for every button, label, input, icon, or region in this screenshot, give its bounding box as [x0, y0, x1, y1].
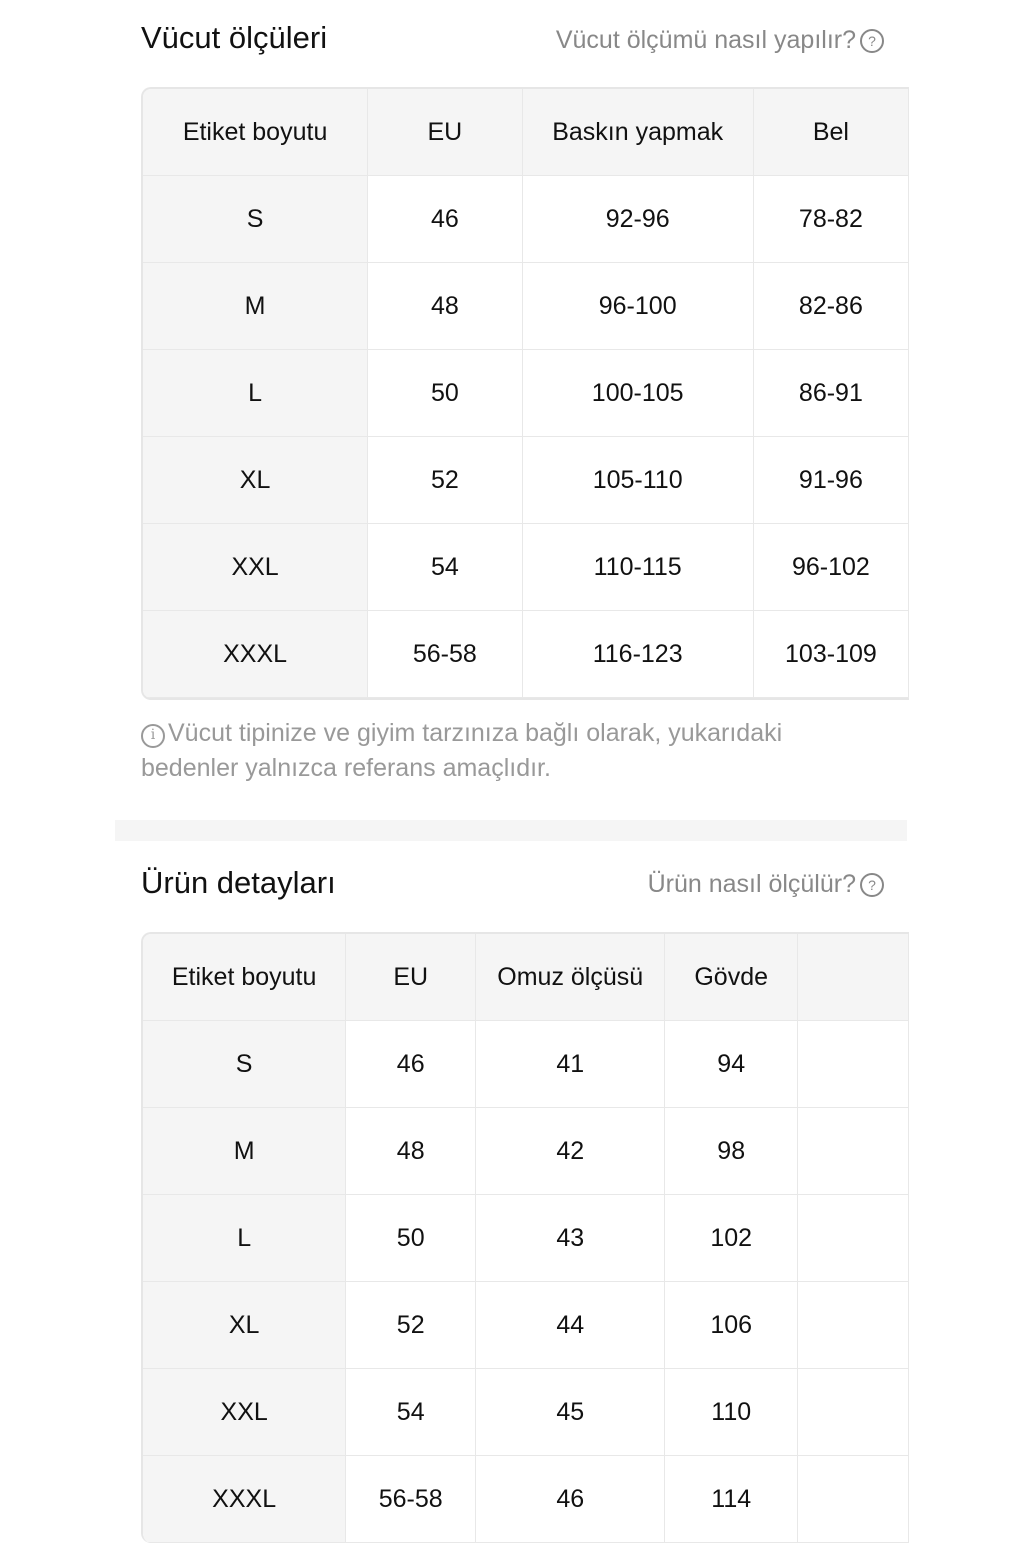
table-cell: 106 — [665, 1282, 798, 1369]
table-cell: 56-58 — [346, 1456, 476, 1543]
section-divider — [115, 820, 907, 841]
question-icon: ? — [860, 873, 884, 897]
table-cell: 41 — [476, 1021, 665, 1108]
table-cell: 110-115 — [522, 524, 753, 611]
table-cell: 54 — [368, 524, 522, 611]
table-row — [143, 350, 909, 437]
table-cell: XXL — [143, 1369, 346, 1456]
table-cell-clipped — [798, 1108, 909, 1195]
table-cell: 96-102 — [753, 524, 908, 611]
table-cell: 52 — [368, 437, 522, 524]
table-cell: 52 — [346, 1282, 476, 1369]
table-cell: XXXL — [143, 1456, 346, 1543]
table-cell: 98 — [665, 1108, 798, 1195]
table-cell-clipped — [798, 1369, 909, 1456]
table-cell-clipped — [798, 1195, 909, 1282]
column-header: Bel — [753, 89, 908, 176]
table-cell: XXL — [143, 524, 368, 611]
table-row — [143, 1195, 909, 1282]
table-cell: 56-58 — [368, 611, 522, 698]
table-cell: S — [143, 1021, 346, 1108]
table-cell: 110 — [665, 1369, 798, 1456]
table-cell: 78-82 — [753, 176, 908, 263]
table-row — [143, 176, 909, 263]
table-cell: 42 — [476, 1108, 665, 1195]
table-cell: 116-123 — [522, 611, 753, 698]
table-cell: S — [143, 176, 368, 263]
table-cell: XXXL — [143, 611, 368, 698]
size-note-text: Vücut tipinize ve giyim tarzınıza bağlı olarak, yukarıdaki bedenler yalnızca referans amaçlıdır. — [141, 719, 783, 782]
table-cell: 102 — [665, 1195, 798, 1282]
column-header: EU — [346, 934, 476, 1021]
table-cell: 114 — [665, 1456, 798, 1543]
table-row — [143, 1282, 909, 1369]
table-cell: M — [143, 1108, 346, 1195]
table-cell: 50 — [368, 350, 522, 437]
table-cell: 54 — [346, 1369, 476, 1456]
column-header-clipped — [798, 934, 909, 1021]
column-header: Omuz ölçüsü — [476, 934, 665, 1021]
table-cell: 48 — [368, 263, 522, 350]
table-row — [143, 437, 909, 524]
table-cell-clipped — [798, 1456, 909, 1543]
table-cell: 46 — [346, 1021, 476, 1108]
table-cell: 91-96 — [753, 437, 908, 524]
table-cell: XL — [143, 437, 368, 524]
column-header: Etiket boyutu — [143, 89, 368, 176]
product-details-title: Ürün detayları — [141, 865, 336, 900]
table-row — [143, 1369, 909, 1456]
table-cell: 46 — [368, 176, 522, 263]
body-measurements-title: Vücut ölçüleri — [141, 20, 328, 55]
table-row — [143, 611, 909, 698]
body-measure-help-link[interactable] — [556, 26, 884, 55]
table-cell: M — [143, 263, 368, 350]
table-cell: XL — [143, 1282, 346, 1369]
table-cell: 48 — [346, 1108, 476, 1195]
table-cell: 103-109 — [753, 611, 908, 698]
column-header: Baskın yapmak — [522, 89, 753, 176]
table-cell: 94 — [665, 1021, 798, 1108]
body-size-table-container[interactable] — [141, 87, 909, 700]
product-size-table-container[interactable] — [141, 932, 909, 1543]
product-size-table — [143, 934, 909, 1543]
product-measure-help-link[interactable] — [648, 870, 884, 899]
header-row — [143, 934, 909, 1021]
table-row — [143, 1021, 909, 1108]
size-note — [141, 716, 861, 786]
table-cell: 105-110 — [522, 437, 753, 524]
body-size-table — [143, 89, 909, 698]
question-icon: ? — [860, 29, 884, 53]
info-icon: i — [141, 724, 165, 748]
table-cell: 100-105 — [522, 350, 753, 437]
table-cell: 82-86 — [753, 263, 908, 350]
table-cell-clipped — [798, 1282, 909, 1369]
table-row — [143, 1108, 909, 1195]
table-cell: 50 — [346, 1195, 476, 1282]
column-header: EU — [368, 89, 522, 176]
table-cell: 44 — [476, 1282, 665, 1369]
table-cell: 92-96 — [522, 176, 753, 263]
header-row — [143, 89, 909, 176]
table-cell: 86-91 — [753, 350, 908, 437]
column-header: Etiket boyutu — [143, 934, 346, 1021]
table-row — [143, 263, 909, 350]
table-row — [143, 1456, 909, 1543]
column-header: Gövde — [665, 934, 798, 1021]
table-cell: 45 — [476, 1369, 665, 1456]
table-cell: 46 — [476, 1456, 665, 1543]
table-cell: 43 — [476, 1195, 665, 1282]
table-cell: L — [143, 350, 368, 437]
table-cell-clipped — [798, 1021, 909, 1108]
table-cell: 96-100 — [522, 263, 753, 350]
help-link-label: Ürün nasıl ölçülür? — [647, 870, 856, 898]
table-row — [143, 524, 909, 611]
table-cell: L — [143, 1195, 346, 1282]
help-link-label: Vücut ölçümü nasıl yapılır? — [555, 26, 856, 54]
